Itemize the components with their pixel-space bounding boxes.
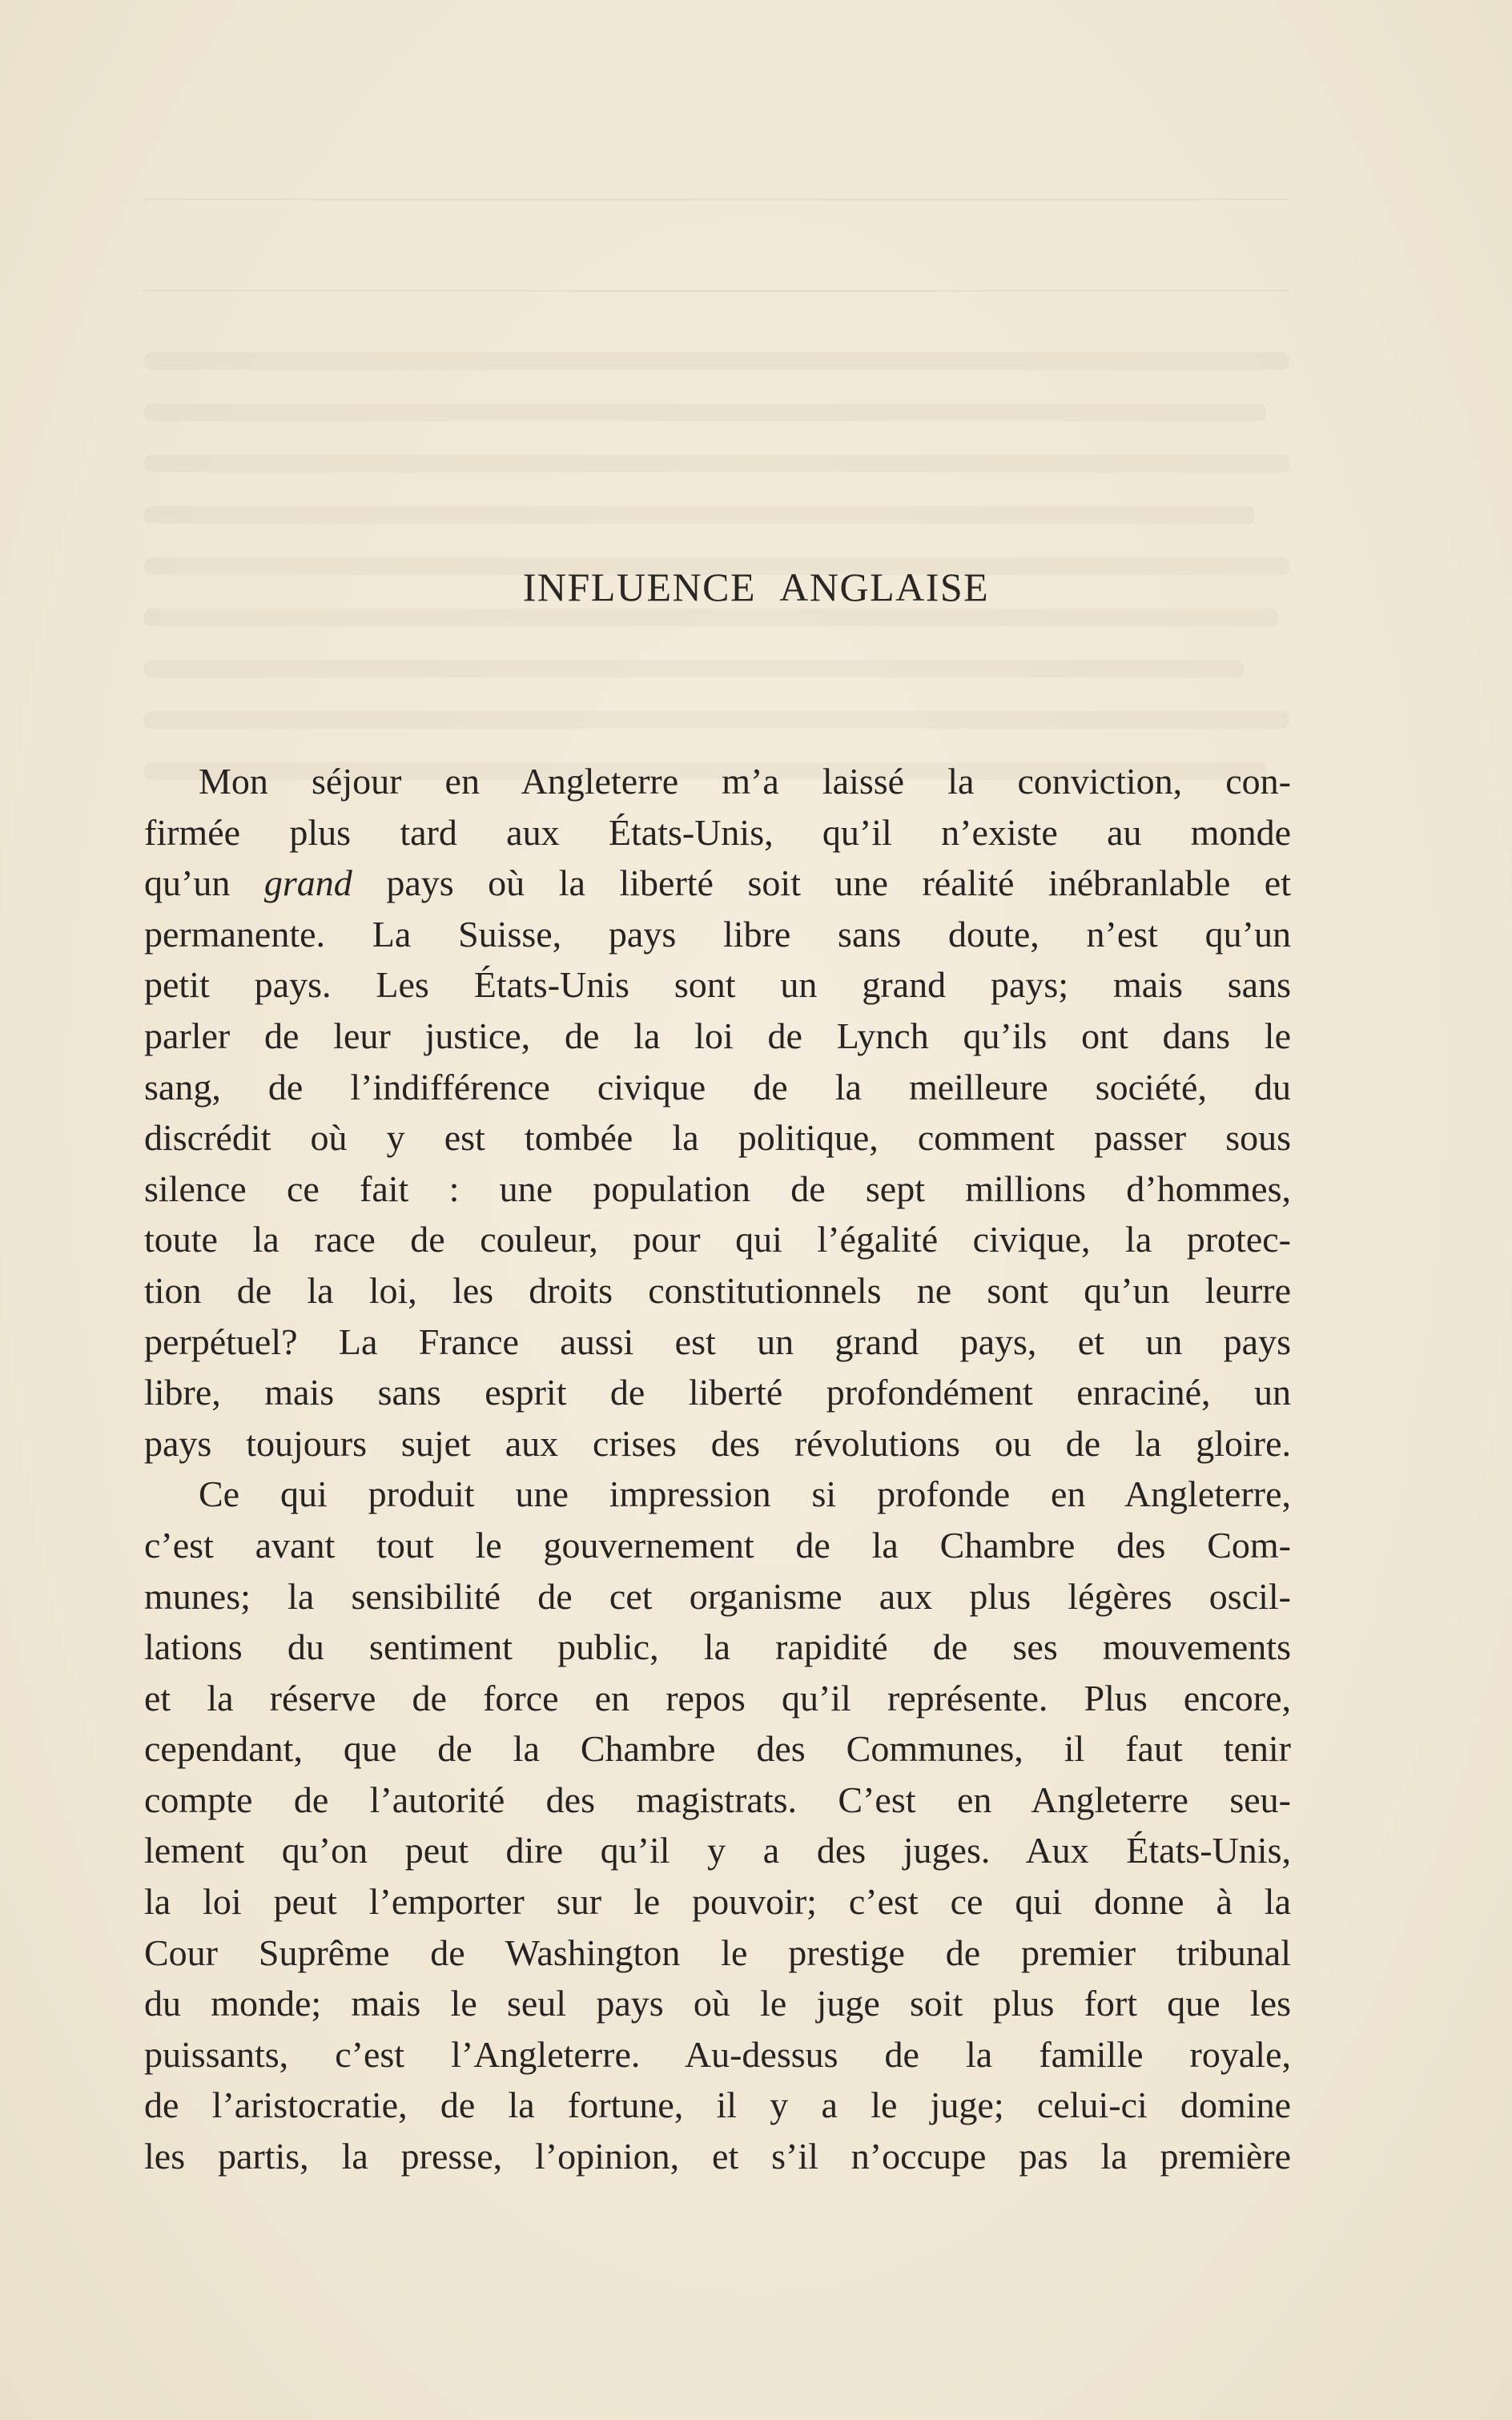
text-line: pays toujours sujet aux crises des révolutions ou de la gloire. <box>144 1422 1291 1464</box>
text-line: du monde; mais le seul pays où le juge soit plus fort que les <box>144 1983 1291 2024</box>
text-line: Cour Suprême de Washington le prestige de premier tribunal <box>144 1932 1291 1973</box>
text-line: Mon séjour en Angleterre m’a laissé la conviction, con- <box>199 761 1291 802</box>
text-line: Ce qui produit une impression si profonde en Angleterre, <box>199 1473 1291 1515</box>
italic-word: grand <box>263 862 352 904</box>
text-line: libre, mais sans esprit de liberté profondément enraciné, un <box>144 1372 1291 1413</box>
text-line: compte de l’autorité des magistrats. C’est en Angleterre seu- <box>144 1779 1291 1820</box>
text-fragment: qu’un <box>144 862 264 904</box>
text-line: petit pays. Les États-Unis sont un grand pays; mais sans <box>144 964 1291 1006</box>
text-line: de l’aristocratie, de la fortune, il y a le juge; celui-ci domine <box>144 2084 1291 2126</box>
text-line: tion de la loi, les droits constitutionnels ne sont qu’un leurre <box>144 1269 1291 1311</box>
body-text <box>144 756 1291 2182</box>
text-line: discrédit où y est tombée la politique, comment passer sous <box>144 1117 1291 1159</box>
show-through-rule-top <box>143 199 1289 200</box>
text-line: sang, de l’indifférence civique de la meilleure société, du <box>144 1066 1291 1107</box>
text-line: puissants, c’est l’Angleterre. Au-dessus de la famille royale, <box>144 2033 1291 2075</box>
text-line: perpétuel? La France aussi est un grand pays, et un pays <box>144 1321 1291 1362</box>
text-line: firmée plus tard aux États-Unis, qu’il n’existe au monde <box>144 811 1291 853</box>
text-line: c’est avant tout le gouvernement de la Chambre des Com- <box>144 1524 1291 1566</box>
text-line: parler de leur justice, de la loi de Lynch qu’ils ont dans le <box>144 1015 1291 1056</box>
text-line: lement qu’on peut dire qu’il y a des juges. Aux États-Unis, <box>144 1830 1291 1871</box>
text-line: toute la race de couleur, pour qui l’égalité civique, la protec- <box>144 1219 1291 1260</box>
text-fragment: pays où la liberté soit une réalité inébranlable et <box>352 862 1291 904</box>
text-line: lations du sentiment public, la rapidité de ses mouvements <box>144 1626 1291 1668</box>
chapter-title: INFLUENCE ANGLAISE <box>522 565 990 609</box>
text-line: et la réserve de force en repos qu’il représente. Plus encore, <box>144 1677 1291 1719</box>
text-line: silence ce fait : une population de sept millions d’hommes, <box>144 1168 1291 1209</box>
show-through-rule-bottom <box>143 290 1289 291</box>
text-line: les partis, la presse, l’opinion, et s’il n’occupe pas la première <box>144 2136 1291 2177</box>
text-line: munes; la sensibilité de cet organisme aux plus légères oscil- <box>144 1575 1291 1617</box>
text-line: la loi peut l’emporter sur le pouvoir; c’est ce qui donne à la <box>144 1881 1291 1923</box>
text-line <box>144 858 1291 909</box>
text-line: cependant, que de la Chambre des Communes, il faut tenir <box>144 1728 1291 1770</box>
text-line: permanente. La Suisse, pays libre sans doute, n’est qu’un <box>144 913 1291 955</box>
